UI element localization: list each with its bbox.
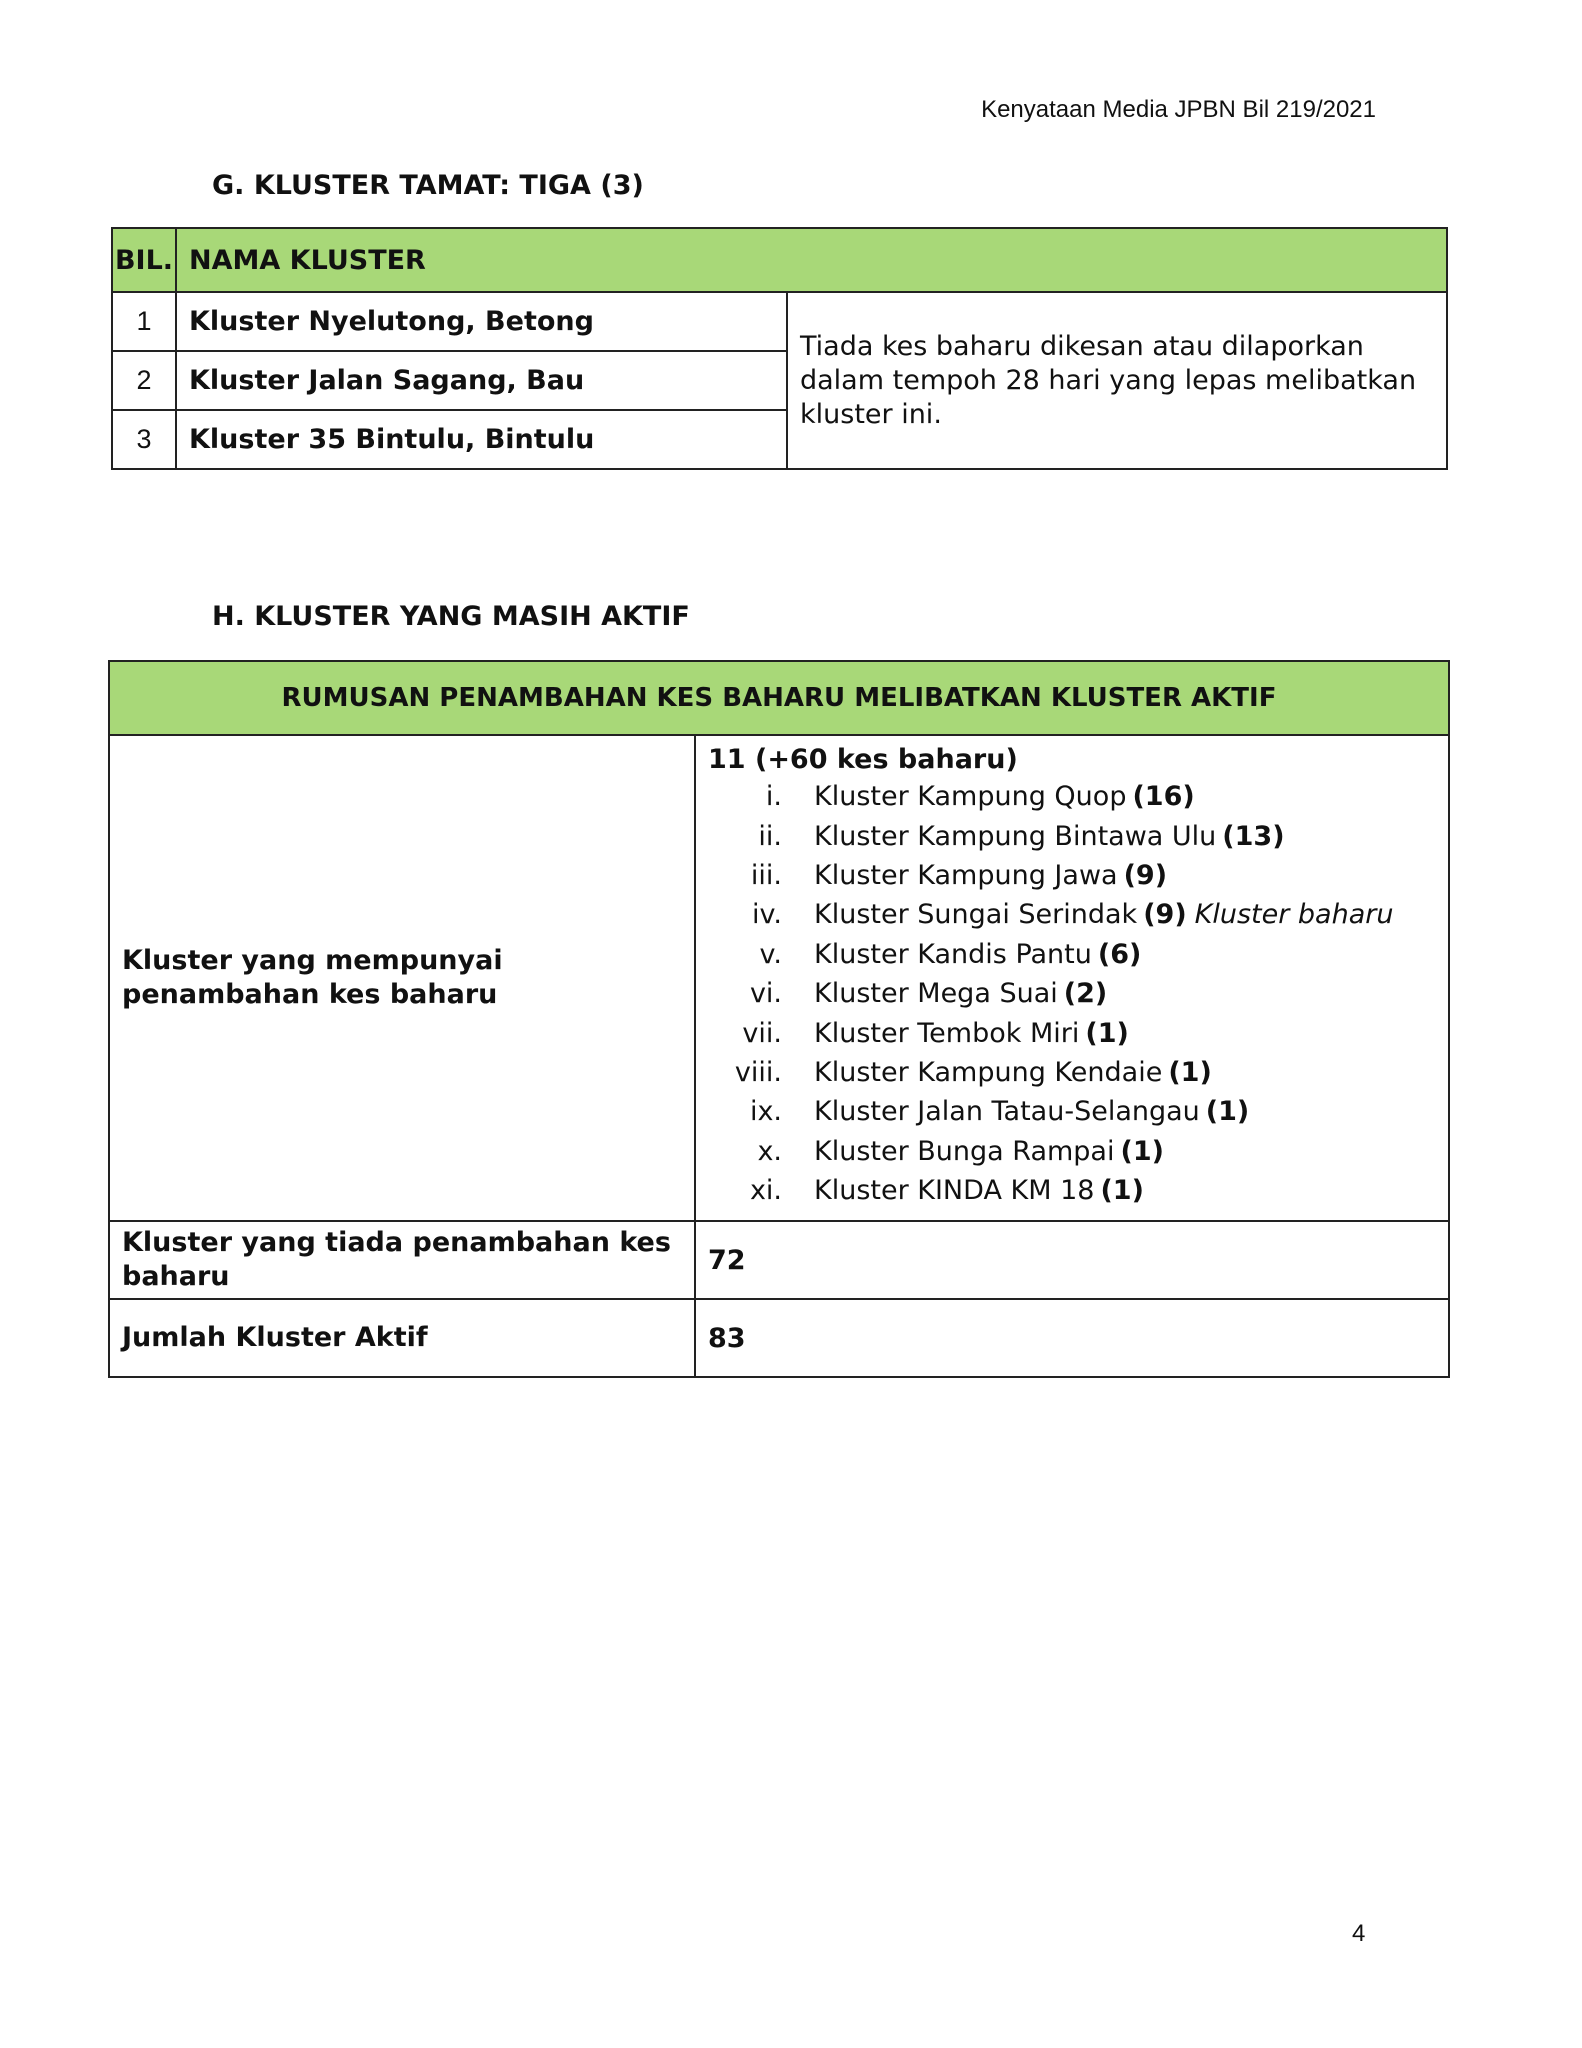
new-case-count: (1) xyxy=(1085,1017,1129,1049)
list-index: iv. xyxy=(752,899,782,931)
list-index: xi. xyxy=(749,1175,782,1207)
cluster-name: Kluster Kandis Pantu xyxy=(814,938,1092,970)
cluster-name: Kluster Tembok Miri xyxy=(814,1017,1080,1049)
page-number: 4 xyxy=(1352,1920,1366,1947)
cluster-name: Kluster Kampung Kendaie xyxy=(814,1056,1163,1088)
row-number: 1 xyxy=(112,292,176,351)
document-reference: Kenyataan Media JPBN Bil 219/2021 xyxy=(981,96,1376,123)
cluster-name: Kluster Jalan Tatau-Selangau xyxy=(814,1096,1200,1128)
new-case-count: (1) xyxy=(1100,1175,1144,1207)
new-case-count: (1) xyxy=(1120,1135,1164,1167)
active-clusters-table xyxy=(108,660,1450,1378)
row-label: Jumlah Kluster Aktif xyxy=(109,1299,695,1377)
list-item xyxy=(708,1171,1436,1210)
list-item xyxy=(708,856,1436,895)
list-index: viii. xyxy=(734,1056,782,1088)
cluster-name: Kluster Sungai Serindak xyxy=(814,899,1138,931)
table-title: RUMUSAN PENAMBAHAN KES BAHARU MELIBATKAN KLUSTER AKTIF xyxy=(109,661,1449,735)
list-index: vii. xyxy=(742,1017,782,1049)
cluster-name: Kluster Kampung Jawa xyxy=(814,859,1118,891)
list-item xyxy=(708,777,1436,816)
list-index: vi. xyxy=(749,978,782,1010)
list-item xyxy=(708,1132,1436,1171)
new-case-count: (9) xyxy=(1123,859,1168,891)
new-cases-summary: 11 (+60 kes baharu) xyxy=(708,744,1018,775)
new-case-count: (16) xyxy=(1132,781,1195,813)
table-row-new-cases xyxy=(109,735,1449,1221)
column-header-number: BIL. xyxy=(112,228,176,292)
section-h-heading: H. KLUSTER YANG MASIH AKTIF xyxy=(212,601,690,632)
new-cases-cell xyxy=(695,735,1449,1221)
table-row xyxy=(112,292,1447,351)
cluster-name: Kluster Jalan Sagang, Bau xyxy=(176,351,787,410)
list-index: x. xyxy=(757,1135,782,1167)
list-item xyxy=(708,974,1436,1013)
ended-clusters-note: Tiada kes baharu dikesan atau dilaporkan dalam tempoh 28 hari yang lepas melibatkan kluster ini. xyxy=(787,292,1447,469)
list-item xyxy=(708,895,1436,934)
row-label: Kluster yang tiada penambahan kes baharu xyxy=(109,1221,695,1299)
list-item xyxy=(708,1053,1436,1092)
cluster-name: Kluster KINDA KM 18 xyxy=(814,1175,1095,1207)
column-header-name: NAMA KLUSTER xyxy=(176,228,1447,292)
cluster-list xyxy=(708,777,1436,1210)
table-row-total xyxy=(109,1299,1449,1377)
table-title-row xyxy=(109,661,1449,735)
row-number: 2 xyxy=(112,351,176,410)
cluster-name: Kluster 35 Bintulu, Bintulu xyxy=(176,410,787,469)
new-cluster-tag: Kluster baharu xyxy=(1194,899,1394,931)
table-row-no-new-cases xyxy=(109,1221,1449,1299)
cluster-name: Kluster Kampung Quop xyxy=(814,781,1127,813)
list-item xyxy=(708,816,1436,855)
list-item xyxy=(708,1092,1436,1131)
cluster-name: Kluster Bunga Rampai xyxy=(814,1135,1115,1167)
cluster-name: Kluster Kampung Bintawa Ulu xyxy=(814,820,1217,852)
cluster-name: Kluster Mega Suai xyxy=(814,978,1058,1010)
row-value: 83 xyxy=(695,1299,1449,1377)
list-item xyxy=(708,935,1436,974)
new-case-count: (2) xyxy=(1063,978,1108,1010)
list-index: v. xyxy=(759,938,782,970)
cluster-name: Kluster Nyelutong, Betong xyxy=(176,292,787,351)
list-index: i. xyxy=(765,781,782,813)
new-case-count: (1) xyxy=(1168,1056,1212,1088)
section-g-heading: G. KLUSTER TAMAT: TIGA (3) xyxy=(212,170,644,201)
new-case-count: (13) xyxy=(1222,820,1285,852)
row-value: 72 xyxy=(695,1221,1449,1299)
list-item xyxy=(708,1013,1436,1052)
table-header-row xyxy=(112,228,1447,292)
list-index: ii. xyxy=(758,820,782,852)
new-case-count: (1) xyxy=(1205,1096,1250,1128)
new-case-count: (9) xyxy=(1143,899,1187,931)
list-index: ix. xyxy=(749,1096,782,1128)
list-index: iii. xyxy=(750,859,782,891)
ended-clusters-table xyxy=(111,227,1448,470)
row-label: Kluster yang mempunyai penambahan kes baharu xyxy=(109,735,695,1221)
new-case-count: (6) xyxy=(1097,938,1142,970)
row-number: 3 xyxy=(112,410,176,469)
